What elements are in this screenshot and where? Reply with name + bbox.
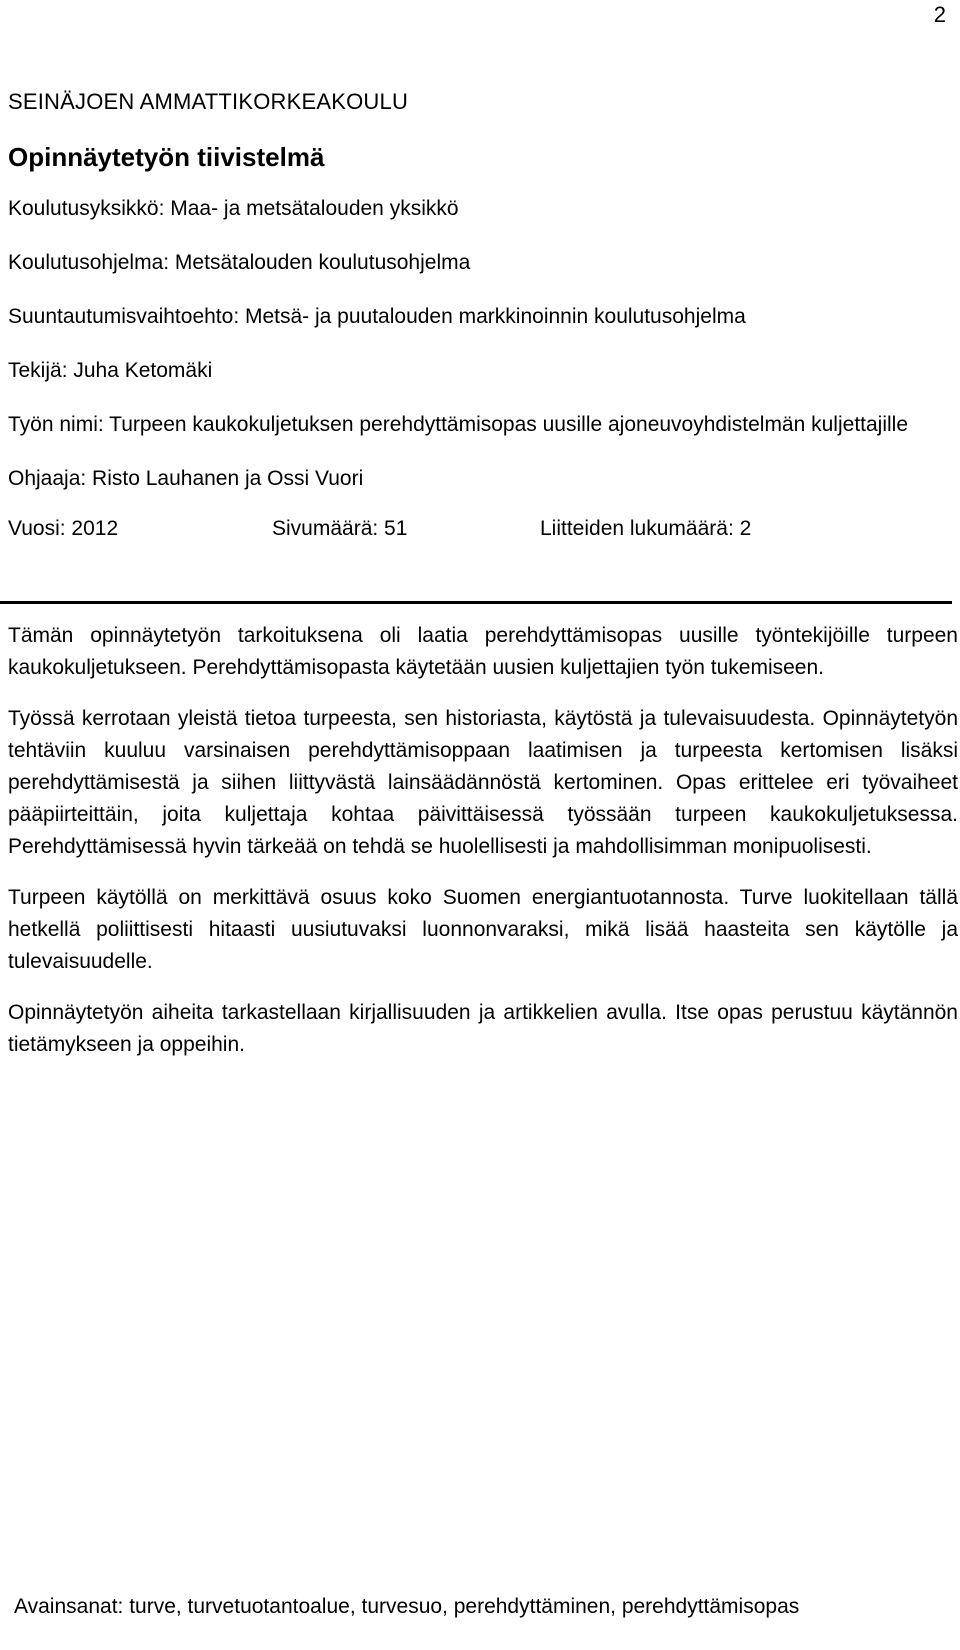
year: Vuosi: 2012 [8, 517, 119, 540]
abstract-paragraph: Työssä kerrotaan yleistä tietoa turpeesta, sen historiasta, käytöstä ja tulevaisuudesta. Opinnäytetyön tehtäviin kuuluu varsinaisen perehdyttämisoppaan laatimisen ja turpeesta kertomisen lisäksi perehdyttämisestä ja siihen liittyvästä lainsäädännöstä kertominen. Opas erittelee eri työvaiheet pääpiirteittäin, joita kuljettaja kohtaa päivittäisessä työssään turpeen kaukokuljetuksessa. Perehdyttämisessä hyvin tärkeää on tehdä se huolellisesti ja mahdollisimman monipuolisesti. [8, 707, 958, 858]
page-title: Opinnäytetyön tiivistelmä [8, 142, 325, 172]
page-count: Sivumäärä: 51 [272, 517, 408, 540]
specialisation: Suuntautumisvaihtoehto: Metsä- ja puutalouden markkinoinnin koulutusohjelma [8, 305, 746, 328]
page-number: 2 [933, 2, 946, 27]
abstract-paragraph: Turpeen käytöllä on merkittävä osuus koko Suomen energiantuotannosta. Turve luokitellaan tällä hetkellä poliittisesti hitaasti uusiutuvaksi luonnonvaraksi, mikä lisää haasteita sen käytölle ja tulevaisuudelle. [8, 886, 958, 973]
appendix-count: Liitteiden lukumäärä: 2 [540, 517, 752, 540]
school-name: SEINÄJOEN AMMATTIKORKEAKOULU [8, 89, 409, 114]
divider-line [0, 601, 952, 604]
abstract-paragraph: Opinnäytetyön aiheita tarkastellaan kirjallisuuden ja artikkelien avulla. Itse opas perustuu käytännön tietämykseen ja oppeihin. [8, 1001, 958, 1056]
abstract-paragraph: Tämän opinnäytetyön tarkoituksena oli laatia perehdyttämisopas uusille työntekijöille turpeen kaukokuljetukseen. Perehdyttämisopasta käytetään uusien kuljettajien työn tukemiseen. [8, 624, 958, 679]
thesis-title: Työn nimi: Turpeen kaukokuljetuksen perehdyttämisopas uusille ajoneuvoyhdistelmän kuljettajille [8, 413, 909, 436]
thesis-stats [8, 514, 956, 544]
thesis-metadata [8, 194, 956, 544]
header-block [8, 86, 956, 544]
degree-programme: Koulutusohjelma: Metsätalouden koulutusohjelma [8, 251, 471, 274]
education-unit: Koulutusyksikkö: Maa- ja metsätalouden yksikkö [8, 197, 459, 220]
abstract-body [8, 620, 958, 1080]
author: Tekijä: Juha Ketomäki [8, 359, 213, 382]
keywords: Avainsanat: turve, turvetuotantoalue, turvesuo, perehdyttäminen, perehdyttämisopas [14, 1595, 800, 1618]
supervisor: Ohjaaja: Risto Lauhanen ja Ossi Vuori [8, 467, 364, 490]
